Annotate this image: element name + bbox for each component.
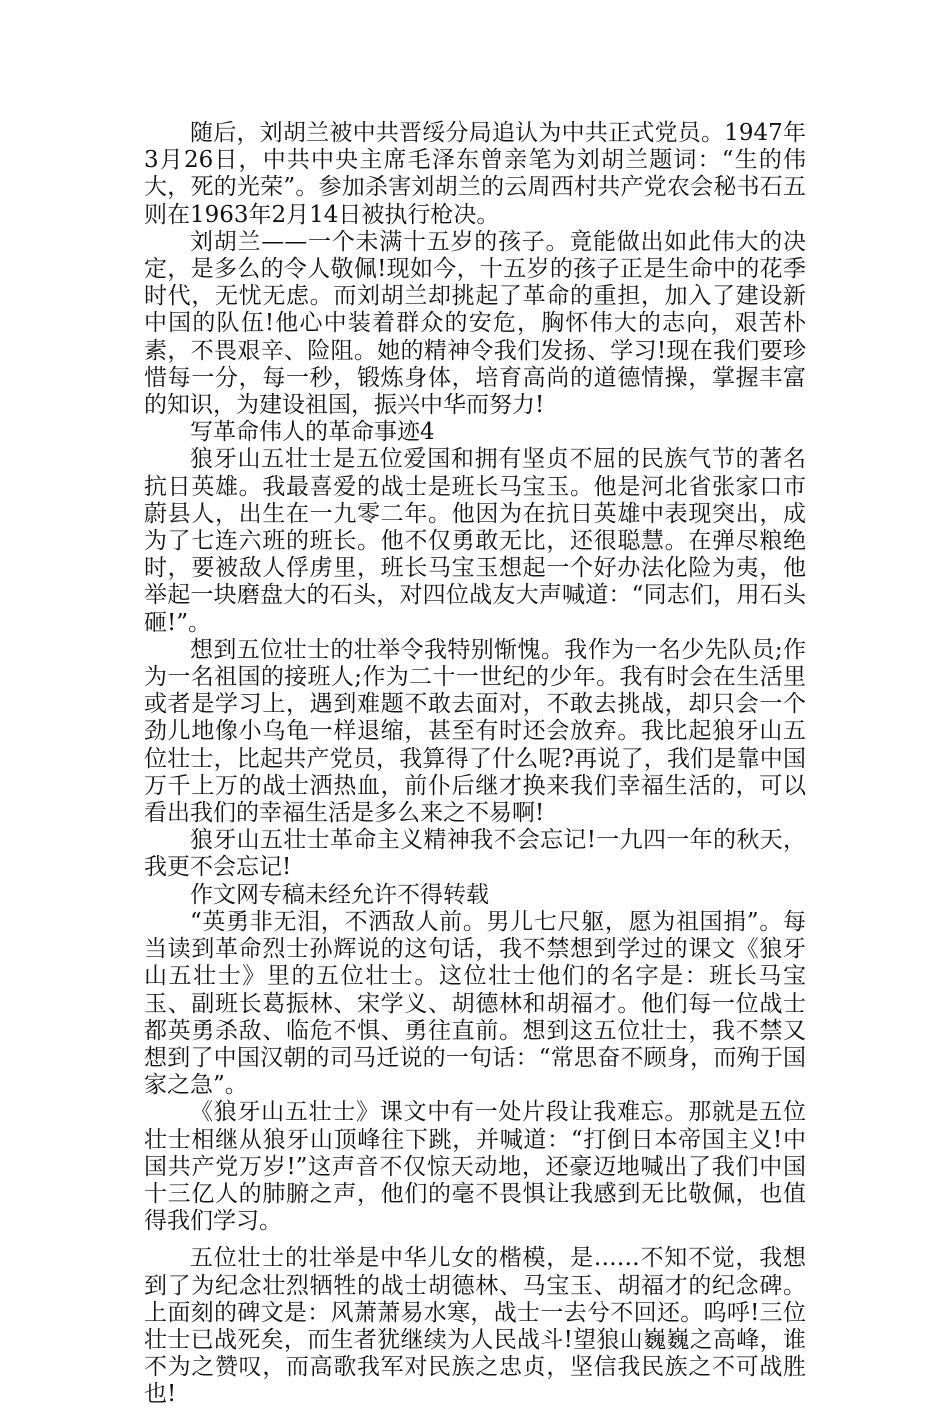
paragraph-memorable-scene: 《狼牙山五壮士》课文中有一处片段让我难忘。那就是五位壮士相继从狼牙山顶峰往下跳，并喊道：“打倒日本帝国主义!中国共产党万岁!”这声音不仅惊天动地，还豪迈地喊出了我们中国十三亿人的肺腑之声，他们的毫不畏惧让我感到无比敬佩，也值得我们学习。 [144,1099,806,1235]
paragraph-langyashan-heroes: 狼牙山五壮士是五位爱国和拥有坚贞不屈的民族气节的著名抗日英雄。我最喜爱的战士是班长马宝玉。他是河北省张家口市蔚县人，出生在一九零二年。他因为在抗日英雄中表现突出，成为了七连六班的班长。他不仅勇敢无比，还很聪慧。在弹尽粮绝时，要被敌人俘虏里，班长马宝玉想起一个好办法化险为夷，他举起一块磨盘大的石头，对四位战友大声喊道：“同志们，用石头砸!”。 [144,446,806,636]
paragraph-liu-hulan-party-member: 随后，刘胡兰被中共晋绥分局追认为中共正式党员。1947年3月26日，中共中央主席毛泽东曾亲笔为刘胡兰题词：“生的伟大，死的光荣”。参加杀害刘胡兰的云周西村共产党农会秘书石五则在1963年2月14日被执行枪决。 [144,120,806,228]
section-heading: 写革命伟人的革命事迹4 [190,419,435,446]
paragraph-liu-hulan-reflection: 刘胡兰——一个未满十五岁的孩子。竟能做出如此伟大的决定，是多么的令人敬佩!现如今，十五岁的孩子正是生命中的花季时代，无忧无虑。而刘胡兰却挑起了革命的重担，加入了建设新中国的队伍!他心中装着群众的安危，胸怀伟大的志向，艰苦朴素，不畏艰辛、险阻。她的精神令我们发扬、学习!现在我们要珍惜每一分，每一秒，锻炼身体，培育高尚的道德情操，掌握丰富的知识，为建设祖国，振兴中华而努力! [144,228,806,419]
paragraph-self-reflection: 想到五位壮士的壮举令我特别惭愧。我作为一名少先队员;作为一名祖国的接班人;作为二十一世纪的少年。我有时会在生活里或者是学习上，遇到难题不敢去面对，不敢去挑战，却只会一个劲儿地像小乌龟一样退缩，甚至有时还会放弃。我比起狼牙山五位壮士，比起共产党员，我算得了什么呢?再说了，我们是靠中国万千上万的战士洒热血，前仆后继才换来我们幸福生活的，可以看出我们的幸福生活是多么来之不易啊! [144,636,806,827]
document-body [144,120,806,1409]
copyright-note: 作文网专稿未经允许不得转载 [190,881,489,908]
paragraph-memorial: 五位壮士的壮举是中华儿女的楷模，是……不知不觉，我想到了为纪念壮烈牺牲的战士胡德林、马宝玉、胡福才的纪念碑。上面刻的碑文是：风萧萧易水寒，战士一去兮不回还。呜呼!三位壮士已战死矣，而生者犹继续为人民战斗!望狼山巍巍之高峰，谁不为之赞叹，而高歌我军对民族之忠贞，坚信我民族之不可战胜也! [144,1245,806,1408]
paragraph-never-forget: 狼牙山五壮士革命主义精神我不会忘记!一九四一年的秋天，我更不会忘记! [144,827,806,881]
paragraph-poem-quote: “英勇非无泪，不洒敌人前。男儿七尺躯，愿为祖国捐”。每当读到革命烈士孙辉说的这句话，我不禁想到学过的课文《狼牙山五壮士》里的五位壮士。这位壮士他们的名字是：班长马宝玉、副班长葛振林、宋学义、胡德林和胡福才。他们每一位战士都英勇杀敌、临危不惧、勇往直前。想到这五位壮士，我不禁又想到了中国汉朝的司马迁说的一句话：“常思奋不顾身，而殉于国家之急”。 [144,908,806,1099]
